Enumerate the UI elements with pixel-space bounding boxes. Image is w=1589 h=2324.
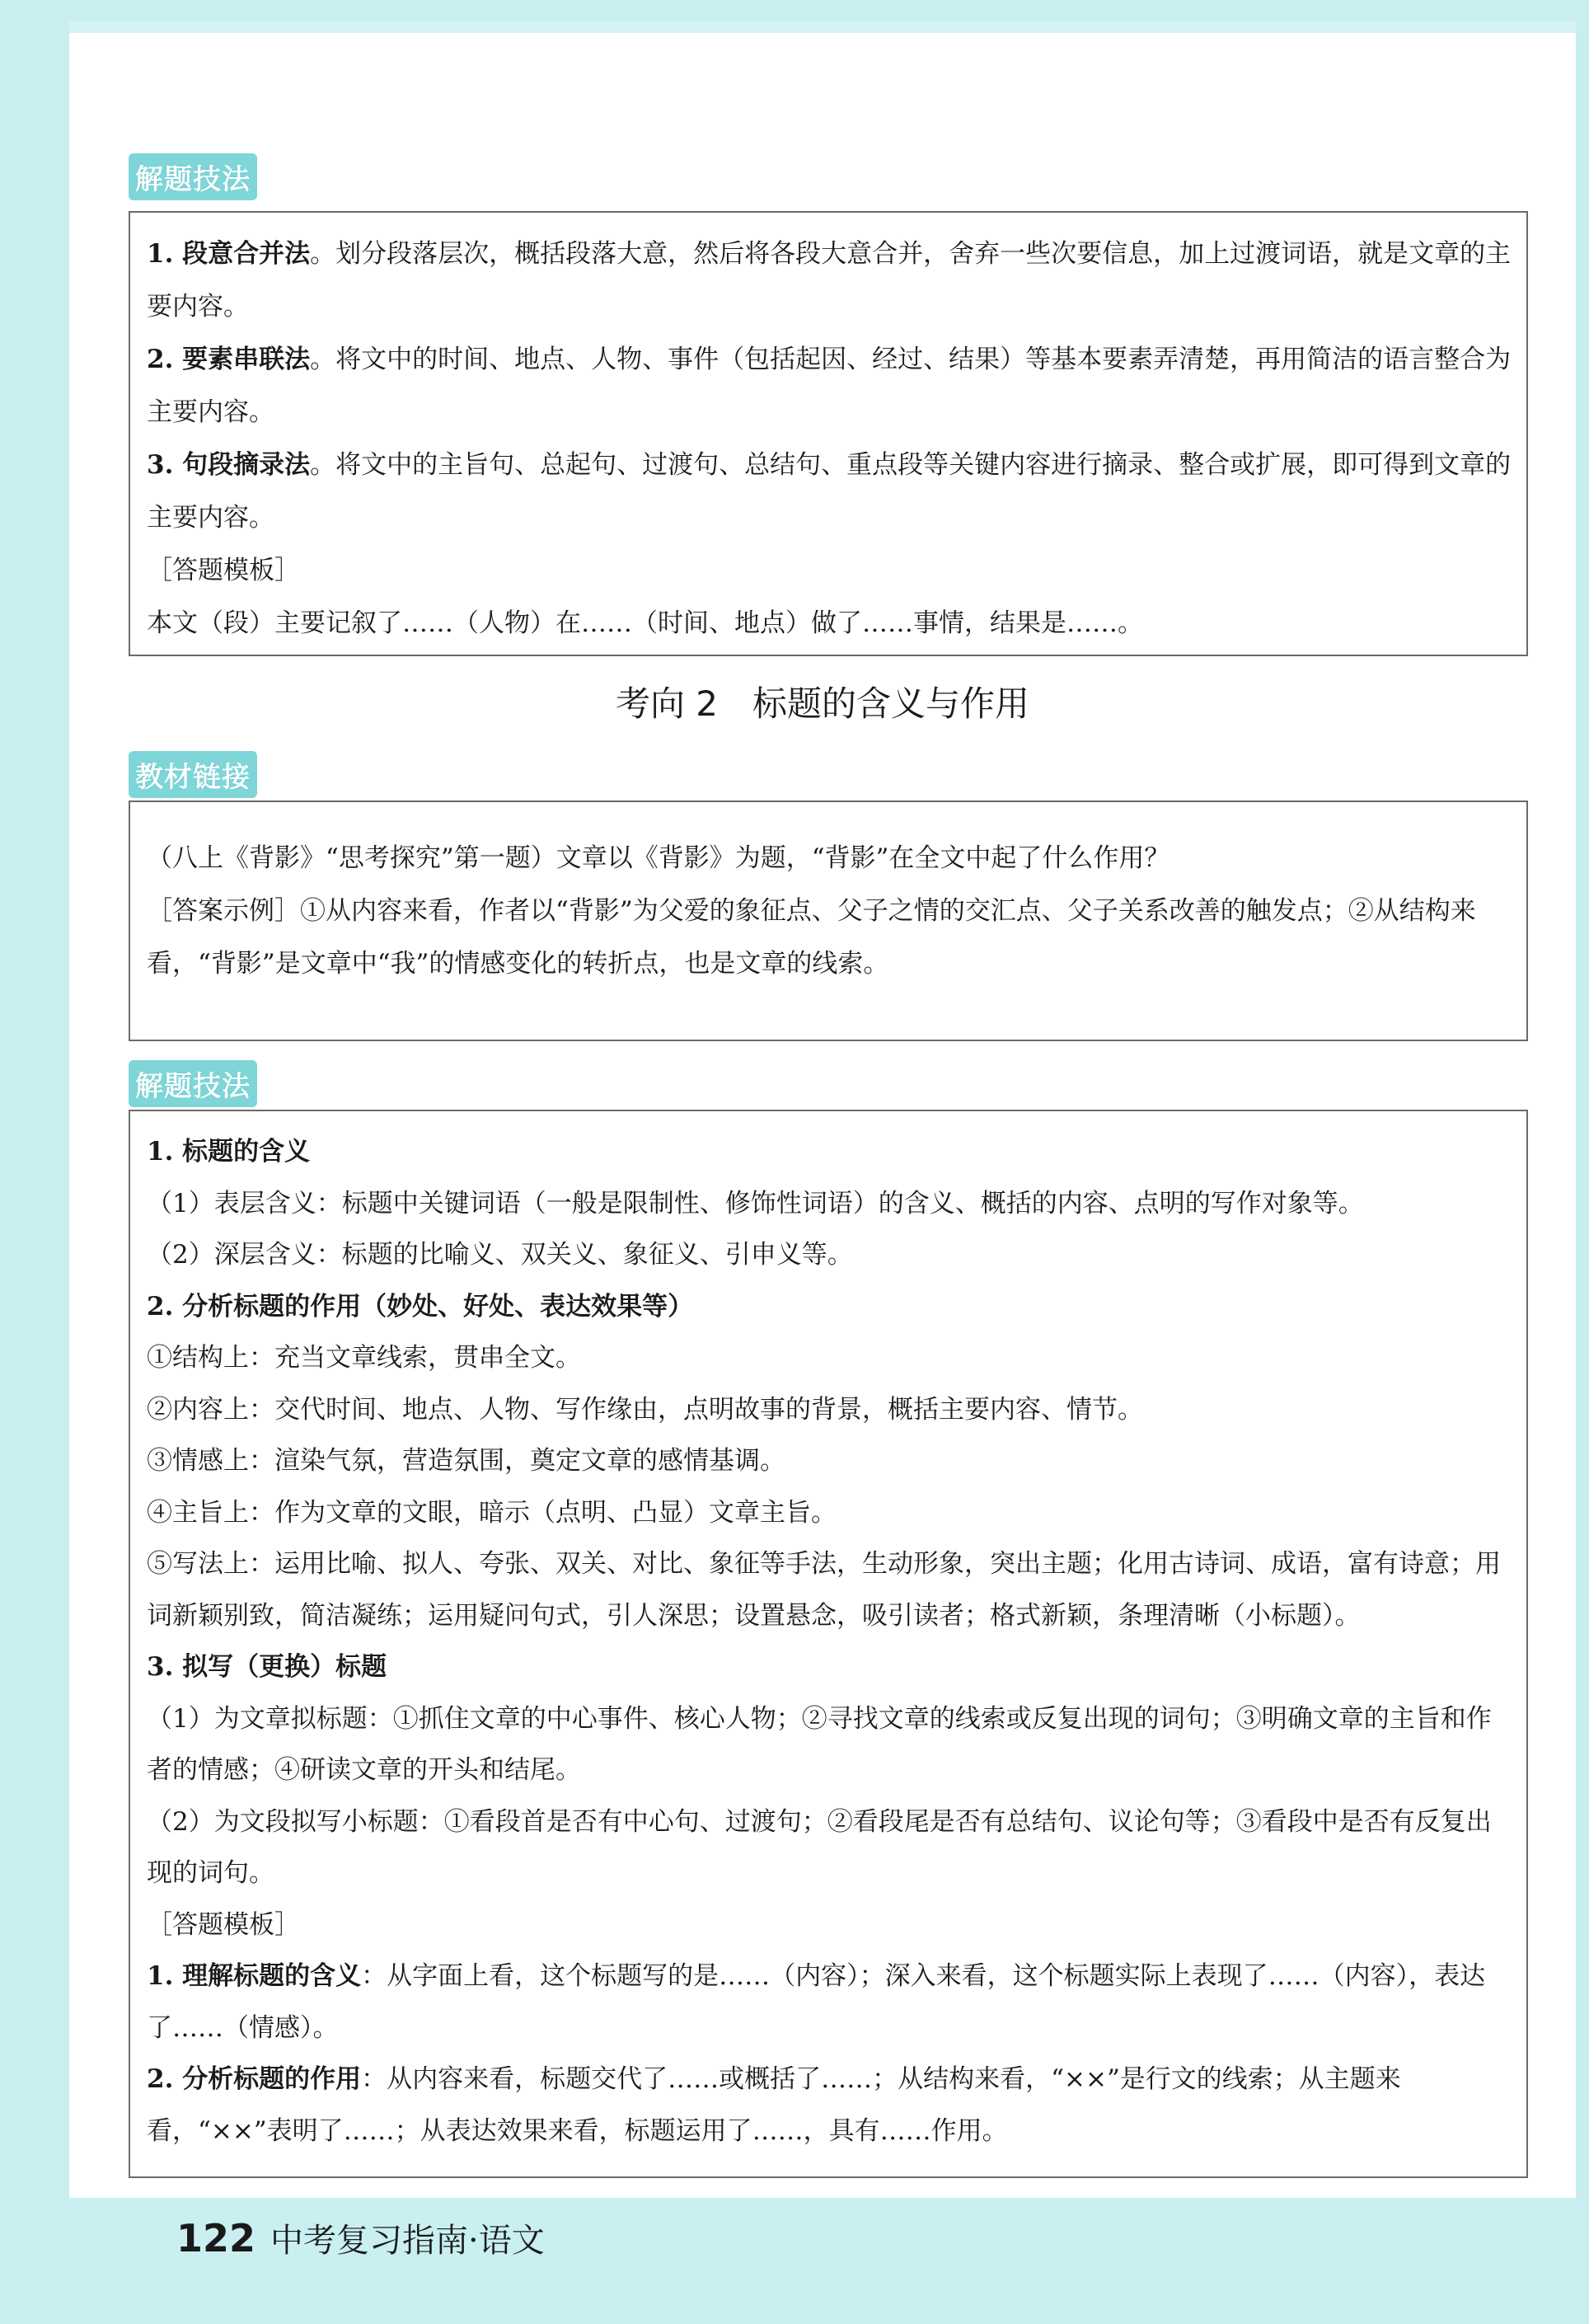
method-item-3-head: 3. 句段摘录法 [147,450,311,480]
page-footer [176,2214,545,2261]
section-tag-method-2: 解题技法 [129,1060,257,1107]
method-item-3 [147,439,1512,544]
title-function-heading: 2. 分析标题的作用（妙处、好处、表达效果等） [147,1291,694,1322]
book-title: 中考复习指南·语文 [270,2222,545,2260]
textbook-answer [147,885,1512,990]
page [69,21,1576,2292]
method-box-1 [129,211,1528,656]
function-emotion: ③情感上：渲染气氛，营造氛围，奠定文章的感情基调。 [147,1446,785,1476]
section-tag-method-1: 解题技法 [129,153,257,200]
title-meaning-heading: 1. 标题的含义 [147,1137,311,1167]
method-box-2 [129,1110,1528,2178]
draft-title-heading: 3. 拟写（更换）标题 [147,1652,387,1682]
answer-template-text: 本文（段）主要记叙了……（人物）在……（时间、地点）做了……事情，结果是……。 [147,608,1143,638]
template-item-1 [147,1951,1512,2054]
textbook-question: （八上《背影》“思考探究”第一题）文章以《背影》为题，“背影”在全文中起了什么作用？ [147,843,1170,873]
page-number: 122 [176,2216,256,2261]
method-item-2-head: 2. 要素串联法 [147,345,311,374]
surface-meaning: （1）表层含义：标题中关键词语（一般是限制性、修饰性词语）的含义、概括的内容、点明的写作对象等。 [147,1188,1364,1218]
deep-meaning: （2）深层含义：标题的比喻义、双关义、象征义、引申义等。 [147,1240,853,1270]
top-strip [69,21,1576,33]
draft-article-title: （1）为文章拟标题：①抓住文章的中心事件、核心人物；②寻找文章的线索或反复出现的词句；③明确文章的主旨和作者的情感；④研读文章的开头和结尾。 [147,1703,1492,1785]
method-item-1-text: 。划分段落层次，概括段落大意，然后将各段大意合并，舍弃一些次要信息，加上过渡词语，就是文章的主要内容。 [147,239,1512,322]
method-item-2 [147,333,1512,439]
method-item-3-text: 。将文中的主旨句、总起句、过渡句、总结句、重点段等关键内容进行摘录、整合或扩展，即可得到文章的主要内容。 [147,450,1512,533]
template-item-2-text: ：从内容来看，标题交代了……或概括了……；从结构来看，“××”是行文的线索；从主题来看，“××”表明了……；从表达效果来看，标题运用了……，具有……作用。 [147,2064,1401,2146]
template-item-2 [147,2054,1512,2157]
function-technique: ⑤写法上：运用比喻、拟人、夸张、双关、对比、象征等手法，生动形象，突出主题；化用古诗词、成语，富有诗意；用词新颖别致，简洁凝练；运用疑问句式，引人深思；设置悬念，吸引读者；格式新颖，条理清晰（小标题）。 [147,1549,1501,1631]
section-tag-textbook-link: 教材链接 [129,751,257,798]
method-item-1 [147,228,1512,333]
template-item-2-head: 2. 分析标题的作用 [147,2064,362,2094]
answer-template-label: ［答题模板］ [147,556,300,585]
function-structure: ①结构上：充当文章线索，贯串全文。 [147,1343,581,1373]
textbook-box [129,800,1528,1041]
answer-example-text: ①从内容来看，作者以“背影”为父爱的象征点、父子之情的交汇点、父子关系改善的触发点；②从结构来看，“背影”是文章中“我”的情感变化的转折点，也是文章的线索。 [147,896,1476,979]
function-content: ②内容上：交代时间、地点、人物、写作缘由，点明故事的背景，概括主要内容、情节。 [147,1394,1143,1425]
method-item-2-text: 。将文中的时间、地点、人物、事件（包括起因、经过、结果）等基本要素弄清楚，再用简洁的语言整合为主要内容。 [147,345,1512,427]
section-heading: 考向 2 标题的含义与作用 [615,683,1030,724]
template-item-1-text: ：从字面上看，这个标题写的是……（内容）；深入来看，这个标题实际上表现了……（内容），表达了……（情感）。 [147,1961,1486,2043]
answer-template-label-2: ［答题模板］ [147,1909,300,1940]
answer-example-label: ［答案示例］ [147,896,300,926]
template-item-1-head: 1. 理解标题的含义 [147,1961,362,1991]
draft-subtitle: （2）为文段拟写小标题：①看段首是否有中心句、过渡句；②看段尾是否有总结句、议论句等；③看段中是否有反复出现的词句。 [147,1806,1492,1888]
method-item-1-head: 1. 段意合并法 [147,239,311,269]
function-theme: ④主旨上：作为文章的文眼，暗示（点明、凸显）文章主旨。 [147,1497,837,1528]
